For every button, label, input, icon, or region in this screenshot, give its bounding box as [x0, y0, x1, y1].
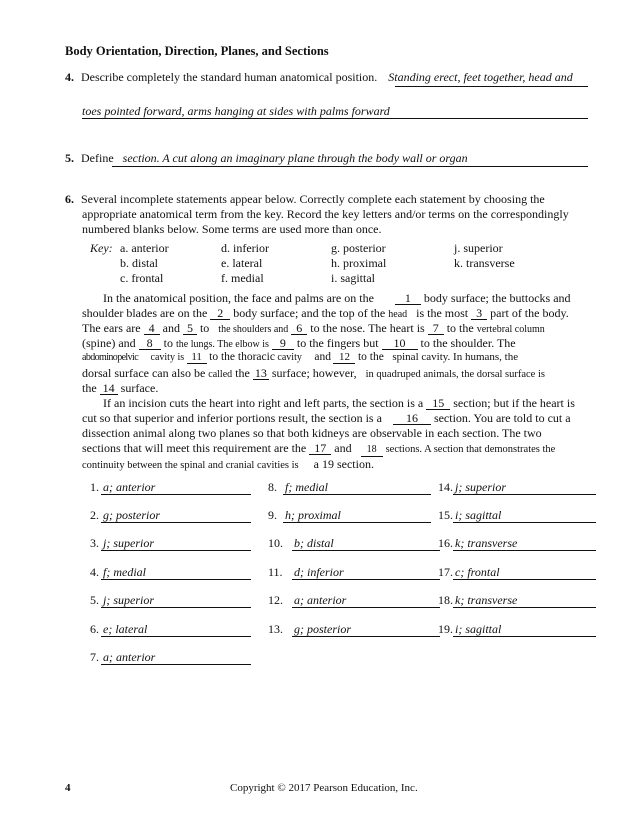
passage-line [82, 441, 555, 457]
question-6 [65, 192, 545, 207]
answer-value: g; posterior [294, 622, 351, 636]
passage-line [82, 335, 516, 351]
answer-number: 15. [438, 508, 453, 522]
answer-number: 16. [438, 536, 453, 550]
answer-value: i; sagittal [455, 622, 502, 636]
passage-text: to the fingers but [296, 336, 379, 350]
answer-rule [453, 522, 596, 523]
answer-value: a; anterior [103, 650, 156, 664]
blank-6: 6 [291, 322, 307, 335]
answer-item [268, 508, 440, 524]
passage-text: in quadruped animals, the dorsal surface is [365, 369, 545, 380]
answer-rule [292, 636, 440, 637]
answer-number: 17. [438, 565, 453, 579]
passage-text: is the most [416, 306, 469, 320]
answer-number: 11. [268, 565, 283, 579]
passage-text: cavity is [150, 352, 185, 363]
question-prompt: Define [81, 151, 114, 165]
answer-value: d; inferior [294, 565, 344, 579]
passage-text: the lungs. The elbow is [176, 339, 269, 350]
passage-text: part of the body. [490, 306, 569, 320]
blank-18: 18 [361, 444, 383, 457]
answer-item [90, 565, 260, 581]
passage-line [82, 366, 545, 381]
key-item: c. frontal [120, 271, 164, 285]
answer-number: 4. [90, 565, 99, 579]
key-item: j. superior [454, 241, 503, 255]
answer-rule [101, 664, 251, 665]
answer-item [268, 593, 440, 609]
answer-item [438, 565, 605, 581]
answer-value: f; medial [103, 565, 146, 579]
answer-value: e; lateral [103, 622, 148, 636]
answer-rule [453, 550, 596, 551]
answer-text-line2: toes pointed forward, arms hanging at sides with palms forward [82, 104, 390, 118]
passage-text: to the [357, 351, 384, 363]
instruction-line: numbered blanks below. Some terms are used more than once. [82, 222, 382, 236]
question-5 [65, 151, 468, 166]
answer-number: 2. [90, 508, 99, 522]
passage-text: head [388, 309, 408, 320]
instruction-line: appropriate anatomical term from the key. Record the key letters and/or terms on the correspondingly [82, 207, 569, 221]
key-column [331, 241, 386, 286]
blank-10: 10 [382, 337, 418, 350]
answer-value: f; medial [285, 480, 328, 494]
answer-value: j; superior [103, 536, 154, 550]
answer-rule [82, 118, 588, 119]
answer-rule [101, 579, 251, 580]
passage-line [82, 321, 545, 336]
answer-item [438, 593, 605, 609]
passage-text: (spine) and [82, 336, 136, 350]
blank-3: 3 [471, 307, 487, 320]
answer-value: g; posterior [103, 508, 160, 522]
answer-number: 7. [90, 650, 99, 664]
passage-text: cavity [277, 352, 302, 363]
answer-item [268, 536, 440, 552]
passage-line [103, 396, 575, 411]
answer-number: 5. [90, 593, 99, 607]
answer-item [438, 508, 605, 524]
blank-12: 12 [333, 351, 355, 364]
key-item: f. medial [221, 271, 264, 285]
answer-item [90, 508, 260, 524]
answer-rule [453, 607, 596, 608]
passage-line [82, 306, 569, 321]
question-number: 4. [65, 70, 74, 84]
passage-line [82, 381, 158, 396]
answer-item [90, 593, 260, 609]
blank-7: 7 [428, 322, 444, 335]
key-item: d. inferior [221, 241, 269, 255]
key-item: h. proximal [331, 256, 387, 270]
passage-text: body surface; and the top of the [233, 306, 386, 320]
passage-text: The ears are [82, 321, 141, 335]
answer-rule [453, 494, 596, 495]
answer-value: a; anterior [103, 480, 156, 494]
answer-number: 12. [268, 593, 283, 607]
passage-text: shoulder blades are on the [82, 306, 208, 320]
key-item: a. anterior [120, 241, 169, 255]
blank-17: 17 [309, 442, 331, 455]
answer-value: i; sagittal [455, 508, 502, 522]
passage-line [82, 457, 374, 472]
question-number: 5. [65, 151, 74, 165]
answer-rule [283, 494, 431, 495]
passage-text: vertebral column [476, 324, 545, 335]
answer-rule [101, 607, 251, 608]
passage-text: continuity between the spinal and cranial cavities is [82, 460, 299, 471]
answer-rule [283, 522, 431, 523]
answer-item [438, 622, 605, 638]
answer-value: j; superior [103, 593, 154, 607]
blank-2: 2 [210, 307, 230, 320]
key-item: g. posterior [331, 241, 386, 255]
passage-text: the [235, 366, 250, 380]
answer-rule [292, 607, 440, 608]
key-label: Key: [90, 241, 113, 255]
answer-value: h; proximal [285, 508, 341, 522]
passage-text: a 19 section. [313, 457, 374, 471]
blank-13: 13 [254, 366, 267, 380]
key-item: e. lateral [221, 256, 263, 270]
answer-number: 18. [438, 593, 453, 607]
passage-text: and [162, 321, 180, 335]
answer-value: c; frontal [455, 565, 500, 579]
answer-item [268, 622, 440, 638]
blank-5: 5 [183, 322, 197, 335]
passage-text: sections that will meet this requirement are the [82, 441, 307, 455]
key-column [221, 241, 269, 286]
blank-1: 1 [395, 292, 421, 305]
passage-line [103, 291, 571, 306]
passage-text: and [314, 351, 331, 363]
section-heading: Body Orientation, Direction, Planes, and Sections [65, 44, 329, 58]
answer-rule [292, 579, 440, 580]
copyright-notice: Copyright © 2017 Pearson Education, Inc. [230, 782, 418, 794]
answer-value: k; transverse [455, 593, 518, 607]
page-number: 4 [65, 782, 71, 794]
passage-text: surface. [120, 381, 159, 395]
answer-number: 1. [90, 480, 99, 494]
key-item: i. sagittal [331, 271, 375, 285]
passage-text: sections. A section that demonstrates the [385, 444, 556, 455]
answer-rule [453, 636, 596, 637]
answer-value: k; transverse [455, 536, 518, 550]
passage-text: to the nose. The heart is [310, 321, 425, 335]
answer-rule [453, 579, 596, 580]
answer-rule [101, 550, 251, 551]
question-4 [65, 70, 573, 85]
blank-15: 15 [426, 397, 450, 410]
answer-text: section. A cut along an imaginary plane through the body wall or organ [122, 151, 468, 165]
passage-line [82, 411, 571, 426]
answer-number: 19. [438, 622, 453, 636]
passage-text: spinal cavity. In humans, the [392, 351, 519, 363]
passage-text: to the thoracic [209, 351, 275, 363]
answer-text: Standing erect, feet together, head and [388, 70, 573, 84]
answer-rule [112, 166, 588, 167]
answer-number: 13. [268, 622, 283, 636]
answer-item [268, 565, 440, 581]
blank-9: 9 [272, 337, 294, 350]
answer-number: 14. [438, 480, 453, 494]
blank-14: 14 [100, 382, 118, 395]
blank-16: 16 [393, 412, 431, 425]
answer-item [90, 650, 260, 666]
answer-number: 10. [268, 536, 283, 550]
answer-number: 8. [268, 480, 277, 494]
passage-text: called [208, 369, 233, 380]
key-item: b. distal [120, 256, 158, 270]
answer-rule [101, 636, 251, 637]
passage-text: the shoulders and [218, 324, 289, 335]
blank-11: 11 [187, 351, 207, 364]
answer-rule [101, 494, 251, 495]
answer-value: a; anterior [294, 593, 347, 607]
question-prompt: Describe completely the standard human anatomical position. [81, 70, 378, 84]
passage-line [82, 351, 518, 364]
answer-item [268, 480, 440, 496]
answer-item [90, 536, 260, 552]
answer-value: j; superior [455, 480, 506, 494]
passage-text: In the anatomical position, the face and palms are on the [103, 291, 374, 305]
passage-text: If an incision cuts the heart into right and left parts, the section is a [103, 396, 424, 410]
answer-item [438, 536, 605, 552]
blank-4: 4 [144, 322, 160, 335]
passage-text: to [199, 321, 210, 335]
passage-text: section. You are told to cut a [433, 411, 571, 425]
instruction-line: Several incomplete statements appear below. Correctly complete each statement by choosing the [81, 192, 545, 206]
answer-rule [292, 550, 440, 551]
passage-text: dorsal surface can also be [82, 366, 206, 380]
answer-number: 3. [90, 536, 99, 550]
answer-number: 6. [90, 622, 99, 636]
passage-text: and [334, 441, 352, 455]
key-item: k. transverse [454, 256, 515, 270]
key-column [120, 241, 169, 286]
answer-rule [101, 522, 251, 523]
passage-text: to the [446, 321, 474, 335]
answer-value: b; distal [294, 536, 334, 550]
answer-item [90, 622, 260, 638]
answer-rule [395, 86, 588, 87]
answer-item [438, 480, 605, 496]
answer-item [90, 480, 260, 496]
passage-text: cut so that superior and inferior portions result, the section is a [82, 411, 382, 425]
question-number: 6. [65, 192, 74, 206]
passage-text: to the shoulder. The [420, 336, 516, 350]
key-column [454, 241, 515, 271]
passage-text: surface; however, [271, 366, 357, 380]
passage-text: the [82, 381, 97, 395]
passage-text: body surface; the buttocks and [423, 291, 571, 305]
passage-line: dissection animal along two planes so that both kidneys are observable in each section. The two [82, 426, 542, 440]
passage-text: abdominopelvic [82, 352, 139, 363]
blank-8: 8 [139, 337, 161, 350]
passage-text: section; but if the heart is [453, 396, 575, 410]
passage-text: to [163, 336, 173, 350]
answer-number: 9. [268, 508, 277, 522]
